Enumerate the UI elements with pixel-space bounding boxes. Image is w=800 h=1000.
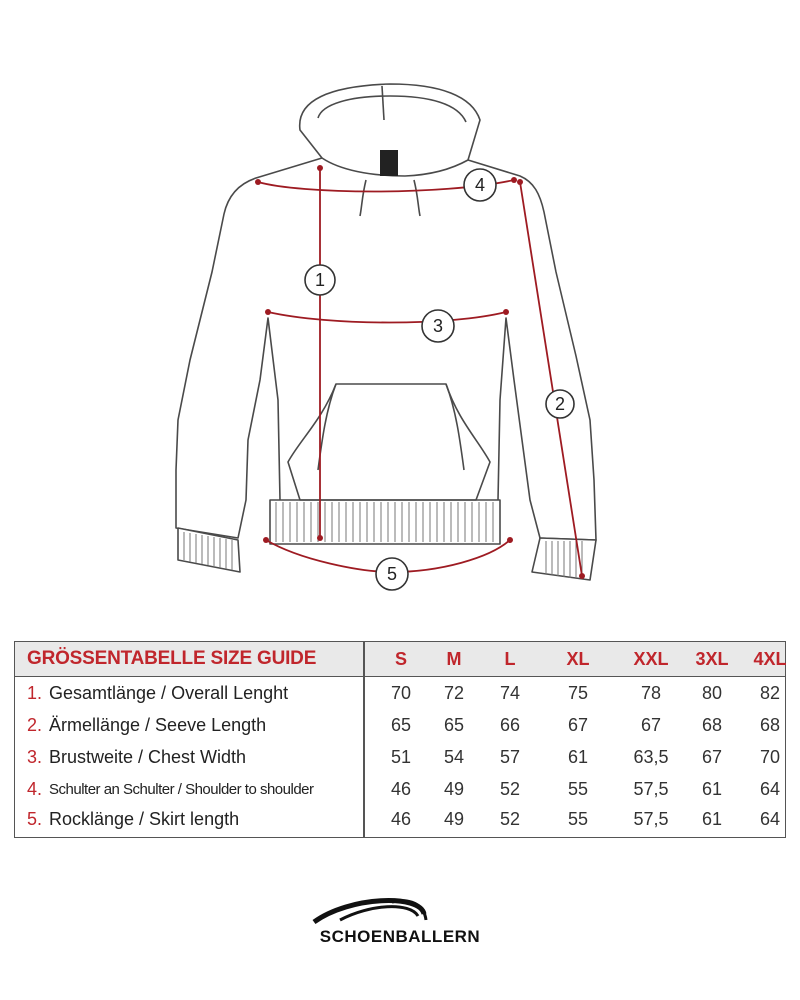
row-label: Rocklänge / Skirt length — [49, 809, 240, 829]
table-row — [15, 773, 785, 805]
svg-text:1: 1 — [314, 270, 326, 290]
cell-m: 54 — [443, 747, 465, 767]
cell-xxl: 57,5 — [633, 809, 669, 829]
cell-3xl: 80 — [701, 683, 723, 703]
cell-xxl: 78 — [640, 683, 662, 703]
cell-xl: 55 — [567, 809, 589, 829]
brand-logo-mark — [300, 890, 500, 960]
table-title: GRÖSSENTABELLE SIZE GUIDE — [27, 648, 317, 669]
brand-name: SCHOENBALLERN — [319, 927, 481, 946]
row-number: 2. — [27, 715, 43, 735]
row-label: Ärmellänge / Seeve Length — [49, 715, 267, 735]
size-header-xl: XL — [566, 649, 590, 669]
row-number: 4. — [27, 779, 43, 799]
cell-s: 46 — [390, 809, 412, 829]
size-guide-table — [14, 641, 786, 838]
svg-text:4: 4 — [474, 175, 486, 195]
cell-4xl: 68 — [759, 715, 781, 735]
svg-text:2: 2 — [554, 394, 566, 414]
cell-m: 49 — [443, 809, 465, 829]
cell-xl: 75 — [567, 683, 589, 703]
cell-m: 49 — [443, 779, 465, 799]
cell-l: 52 — [499, 779, 521, 799]
table-row — [15, 677, 785, 709]
cell-s: 46 — [390, 779, 412, 799]
size-header-3xl: 3XL — [695, 649, 729, 669]
cell-3xl: 67 — [701, 747, 723, 767]
size-header-4xl: 4XL — [753, 649, 787, 669]
svg-text:3: 3 — [432, 316, 444, 336]
cell-m: 65 — [443, 715, 465, 735]
svg-text:5: 5 — [386, 564, 398, 584]
table-header — [15, 642, 785, 677]
marker-3 — [422, 310, 454, 342]
table-row — [15, 741, 785, 773]
row-number: 3. — [27, 747, 43, 767]
cell-xxl: 67 — [640, 715, 662, 735]
cell-m: 72 — [443, 683, 465, 703]
row-number: 5. — [27, 809, 43, 829]
cell-4xl: 64 — [759, 779, 781, 799]
cell-l: 74 — [499, 683, 521, 703]
cell-l: 52 — [499, 809, 521, 829]
size-header-xxl: XXL — [633, 649, 669, 669]
cell-xl: 55 — [567, 779, 589, 799]
table-row — [15, 709, 785, 741]
marker-5 — [376, 558, 408, 590]
cell-4xl: 82 — [759, 683, 781, 703]
row-label: Schulter an Schulter / Shoulder to shoulder — [49, 781, 314, 798]
cell-l: 57 — [499, 747, 521, 767]
cell-4xl: 70 — [759, 747, 781, 767]
size-header-s: S — [394, 649, 407, 669]
marker-1 — [305, 265, 335, 295]
cell-xl: 61 — [567, 747, 589, 767]
cell-xxl: 57,5 — [633, 779, 669, 799]
cell-s: 65 — [390, 715, 412, 735]
cell-l: 66 — [499, 715, 521, 735]
size-header-l: L — [504, 649, 516, 669]
row-number: 1. — [27, 683, 43, 703]
cell-s: 70 — [390, 683, 412, 703]
table-row — [15, 803, 785, 835]
cell-xl: 67 — [567, 715, 589, 735]
size-header-m: M — [446, 649, 462, 669]
cell-3xl: 61 — [701, 779, 723, 799]
cell-3xl: 68 — [701, 715, 723, 735]
marker-2 — [546, 390, 574, 418]
cell-xxl: 63,5 — [633, 747, 669, 767]
cell-s: 51 — [390, 747, 412, 767]
marker-4 — [464, 169, 496, 201]
row-label: Brustweite / Chest Width — [49, 747, 247, 767]
cell-3xl: 61 — [701, 809, 723, 829]
cell-4xl: 64 — [759, 809, 781, 829]
row-label: Gesamtlänge / Overall Lenght — [49, 683, 289, 703]
neck-label — [380, 150, 398, 176]
